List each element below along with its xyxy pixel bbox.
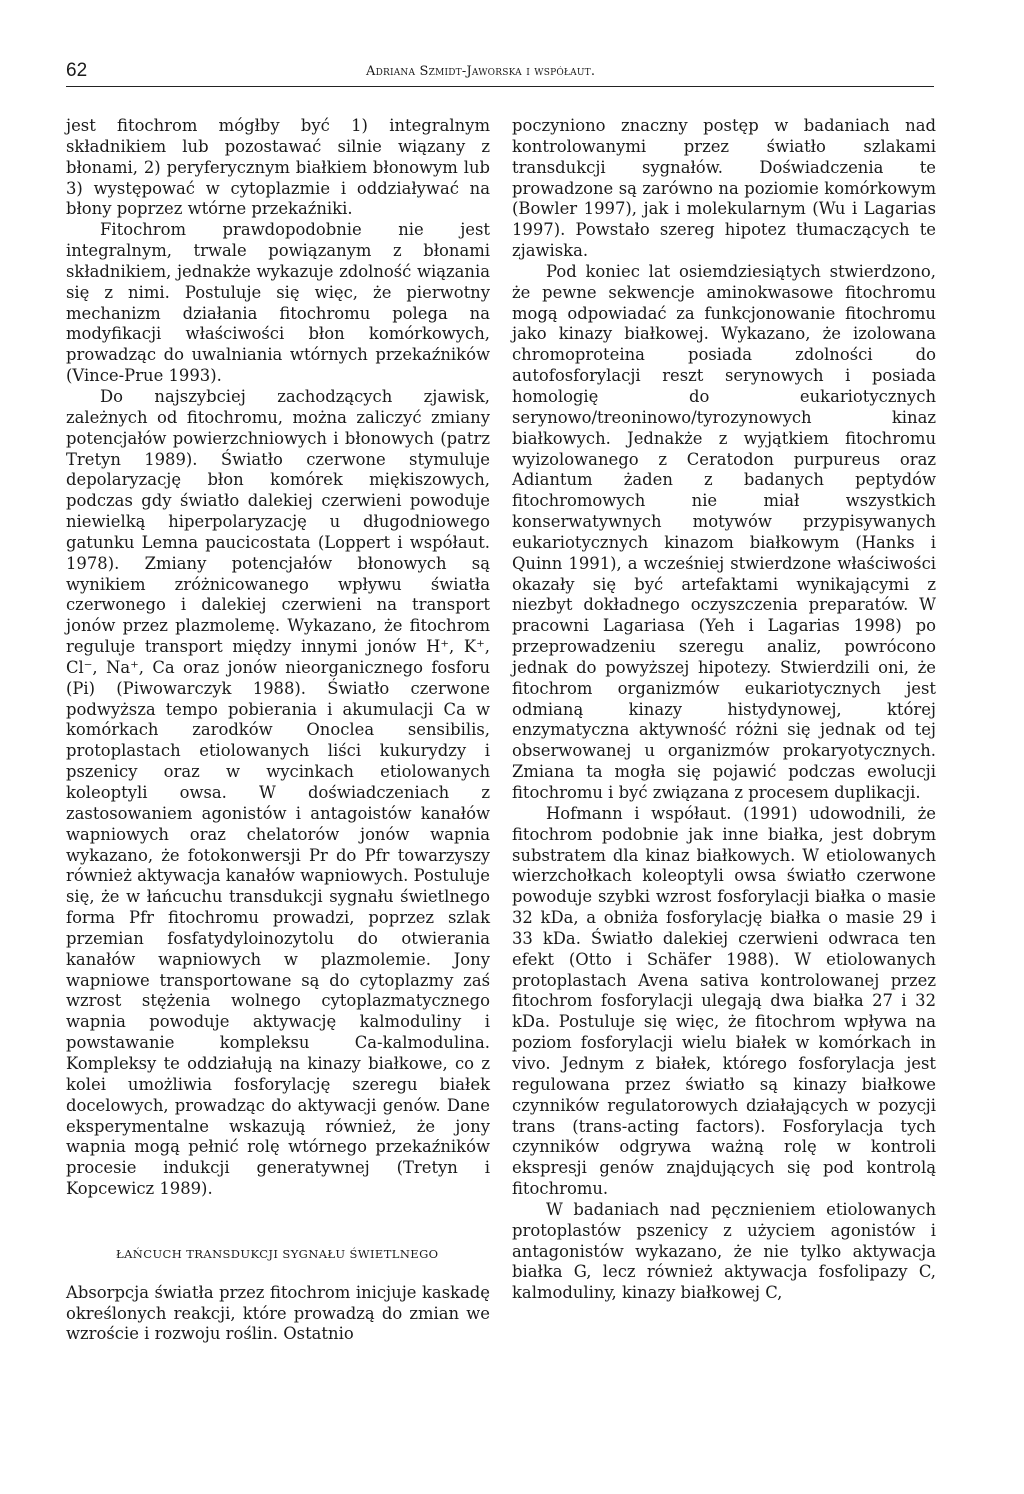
paragraph: Pod koniec lat osiemdziesiątych stwierdzono, że pewne sekwencje aminokwasowe fitochromu mogą odpowiadać za funkcjonowanie fitochromu jako kinazy białkowej. Wykazano, że izolowana chromoproteina posiada zdolności do autofosforylacji reszt serynowych i posiada homologię do eukariotycznych serynowo/treoninowo/tyrozynowych kinaz białkowych. Jednakże z wyjątkiem fitochromu wyizolowanego z Ceratodon purpureus oraz Adiantum żaden z badanych peptydów fitochromowych nie miał wszystkich konserwatywnych motywów przypisywanych eukariotycznych kinazom białkowym (Hanks i Quinn 1991), a wcześniej stwierdzone właściwości okazały się być artefaktami wynikającymi z niezbyt dokładnego oczyszczenia preparatów. W pracowni Lagariasa (Yeh i Lagarias 1998) po przeprowadzeniu szeregu analiz, powrócono jednak do powyższej hipotezy. Stwierdzili oni, że fitochrom organizmów eukariotycznych jest odmianą kinazy histydynowej, której enzymatyczna aktywność różni się jednak od tej obserwowanej u organizmów prokaryotycznych. Zmiana ta mogła się pojawić podczas ewolucji fitochromu i być związana z procesem duplikacji.: [512, 261, 936, 802]
paragraph: Fitochrom prawdopodobnie nie jest integralnym, trwale powiązanym z błonami składnikiem, jednakże wykazuje zdolność wiązania się z nimi. Postuluje się więc, że pierwotny mechanizm działania fitochromu polega na modyfikacji właściwości błon komórkowych, prowadząc do uwalniania wtórnych przekaźników (Vince-Prue 1993).: [66, 220, 490, 386]
page-number: 62: [66, 60, 88, 81]
paragraph: Absorpcja światła przez fitochrom inicjuje kaskadę określonych reakcji, które prowadzą do zmian we wzroście i rozwoju roślin. Ostatnio: [66, 1282, 490, 1344]
paragraph: W badaniach nad pęcznieniem etiolowanych protoplastów pszenicy z użyciem agonistów i antagonistów wykazano, że nie tylko aktywacja białka G, lecz również aktywacja fosfolipazy C, kalmoduliny, kinazy białkowej C,: [512, 1199, 936, 1303]
right-column: [512, 116, 936, 1304]
page-header: [66, 60, 934, 90]
section-heading: ŁAŃCUCH TRANSDUKCJI SYGNAŁU ŚWIETLNEGO: [116, 1246, 439, 1261]
paragraph: jest fitochrom mógłby być 1) integralnym składnikiem lub pozostawać silnie wiązany z błonami, 2) peryferycznym białkiem błonowym lub 3) występować w cytoplazmie i oddziaływać na błony poprzez wtórne przekaźniki.: [66, 116, 490, 219]
paragraph: Do najszybciej zachodzących zjawisk, zależnych od fitochromu, można zaliczyć zmiany potencjałów powierzchniowych i błonowych (patrz Tretyn 1989). Światło czerwone stymuluje depolaryzację błon komórek miękiszowych, podczas gdy światło dalekiej czerwieni powoduje niewielką hiperpolaryzację u długodniowego gatunku Lemna paucicostata (Loppert i współaut. 1978). Zmiany potencjałów błonowych są wynikiem zróżnicowanego wpływu światła czerwonego i dalekiej czerwieni na transport jonów przez plazmolemę. Wykazano, że fitochrom reguluje transport między innymi jonów H⁺, K⁺, Cl⁻, Na⁺, Ca oraz jonów nieorganicznego fosforu (Pi) (Piwowarczyk 1988). Światło czerwone podwyższa tempo pobierania i akumulacji Ca w komórkach zarodków Onoclea sensibilis, protoplastach etiolowanych liści kukurydzy i pszenicy oraz w wycinkach etiolowanych koleoptyli owsa. W doświadczeniach z zastosowaniem agonistów i antagoistów kanałów wapniowych oraz chelatorów jonów wapnia wykazano, że fotokonwersji Pr do Pfr towarzyszy również aktywacja kanałów wapniowych. Postuluje się, że w łańcuchu transdukcji sygnału świetlnego forma Pfr fitochromu prowadzi, poprzez szlak przemian fosfatydyloinozytolu do otwierania kanałów wapniowych w plazmolemie. Jony wapniowe transportowane są do cytoplazmy zaś wzrost stężenia wolnego cytoplazmatycznego wapnia powoduje aktywację kalmoduliny i powstawanie kompleksu Ca-kalmodulina. Kompleksy te oddziałują na kinazy białkowe, co z kolei umożliwia fosforylację szeregu białek docelowych, prowadząc do aktywacji genów. Dane eksperymentalne wskazują również, że jony wapnia mogą pełnić rolę wtórnego przekaźników procesie indukcji generatywnej (Tretyn i Kopcewicz 1989).: [66, 386, 490, 1199]
running-head: Adriana Szmidt-Jaworska i współaut.: [366, 64, 596, 79]
header-rule: [66, 86, 934, 87]
left-column: [66, 116, 490, 1345]
paragraph: poczyniono znaczny postęp w badaniach nad kontrolowanymi przez światło szlakami transdukcji sygnałów. Doświadczenia te prowadzone są zarówno na poziomie komórkowym (Bowler 1997), jak i molekularnym (Wu i Lagarias 1997). Powstało szereg hipotez tłumaczących te zjawiska.: [512, 116, 936, 261]
paragraph: Hofmann i współaut. (1991) udowodnili, że fitochrom podobnie jak inne białka, jest dobrym substratem dla kinaz białkowych. W etiolowanych wierzchołkach koleoptyli owsa światło czerwone powoduje szybki wzrost fosforylacji białka o masie 32 kDa, a obniża fosforylację białka o masie 29 i 33 kDa. Światło dalekiej czerwieni odwraca ten efekt (Otto i Schäfer 1988). W etiolowanych protoplastach Avena sativa kontrolowanej przez fitochrom fosforylacji ulegają dwa białka 27 i 32 kDa. Postuluje się więc, że fitochrom wpływa na poziom fosforylacji wielu białek w komórkach in vivo. Jednym z białek, którego fosforylacja jest regulowana przez światło są kinazy białkowe czynników regulatorowych działających w pozycji trans (trans-acting factors). Fosforylacja tych czynników odgrywa ważną rolę w kontroli ekspresji genów znajdujących się pod kontrolą fitochromu.: [512, 803, 936, 1199]
